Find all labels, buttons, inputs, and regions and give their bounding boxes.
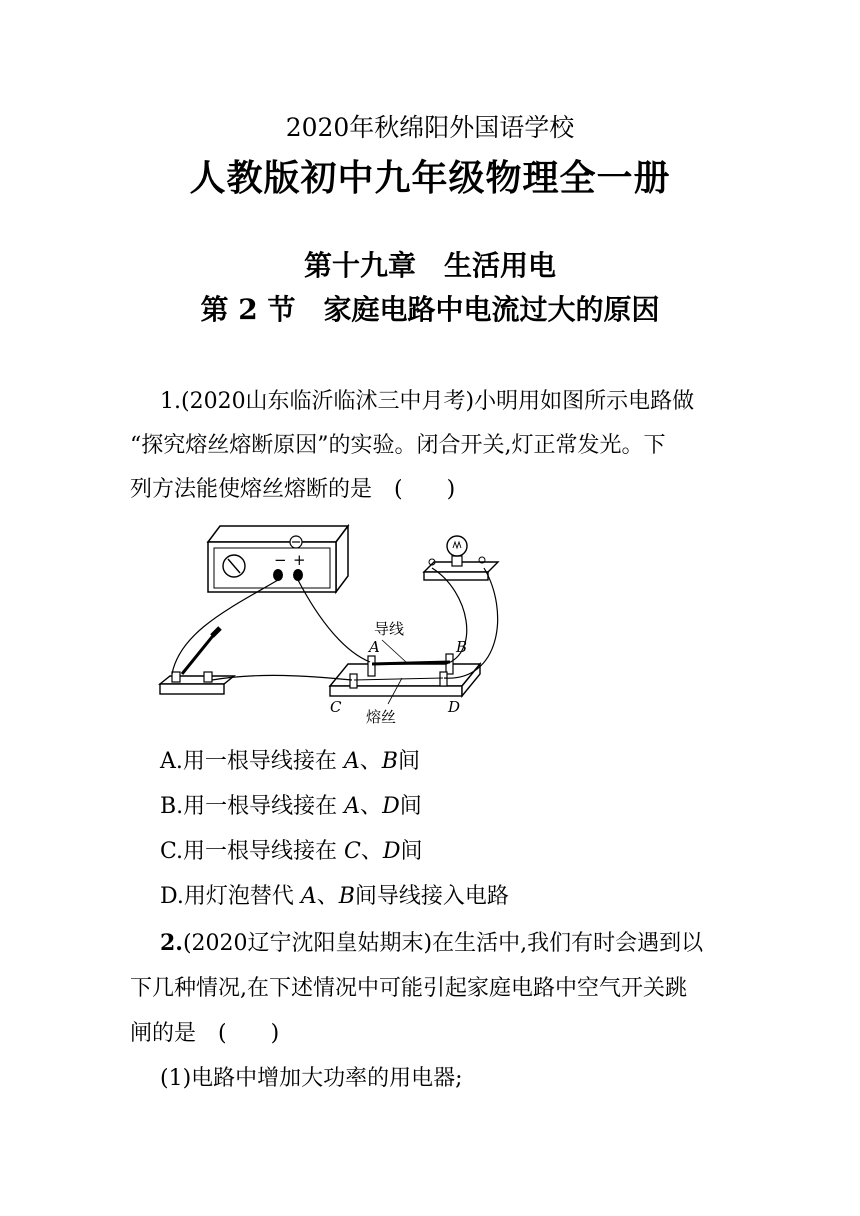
q1-option-d: [160, 879, 509, 910]
point-c: C: [330, 698, 342, 716]
point-a: A: [369, 638, 380, 656]
option-b-end: 间: [399, 794, 422, 819]
option-d-point-2: B: [338, 884, 355, 909]
q1-option-a: [160, 744, 420, 775]
option-a-sep: 、: [359, 749, 382, 774]
q2-line-2: 下几种情况,在下述情况中可能引起家庭电路中空气开关跳: [130, 976, 687, 1001]
q2-line-3: 闸的是 ( ): [130, 1021, 280, 1046]
option-b-point-2: D: [382, 794, 400, 819]
q2-item-1: (1)电路中增加大功率的用电器;: [160, 1066, 463, 1091]
option-d-point-1: A: [300, 884, 317, 909]
option-d-sep: 、: [316, 884, 339, 909]
q1-option-c: [160, 834, 423, 865]
section-title: 第 2 节 家庭电路中电流过大的原因: [200, 293, 660, 326]
option-c-end: 间: [400, 839, 423, 864]
circuit-figure: [150, 512, 510, 740]
option-c-point-2: D: [382, 839, 401, 864]
option-d-end: 间导线接入电路: [354, 884, 509, 909]
q2-line-1-text: (2020辽宁沈阳皇姑期末)在生活中,我们有时会遇到以: [182, 931, 704, 956]
q2-line-1: [160, 926, 703, 957]
option-a-point-2: B: [381, 749, 398, 774]
point-d: D: [448, 698, 461, 716]
q2-number: 2.: [160, 930, 183, 956]
point-b: B: [456, 638, 468, 656]
q1-line-3: 列方法能使熔丝熔断的是 ( ): [130, 477, 456, 502]
option-c-point-1: C: [344, 839, 361, 864]
minus-sign: −: [274, 551, 287, 569]
option-a-end: 间: [397, 749, 420, 774]
option-b-sep: 、: [360, 794, 383, 819]
option-b-text: B.用一根导线接在: [160, 794, 345, 819]
q1-line-1: 1.(2020山东临沂临沭三中月考)小明用如图所示电路做: [160, 389, 695, 414]
option-c-sep: 、: [360, 839, 383, 864]
option-d-text: D.用灯泡替代: [160, 884, 301, 909]
chapter-title: 第十九章 生活用电: [303, 249, 556, 282]
option-b-point-1: A: [344, 794, 361, 819]
option-a-text: A.用一根导线接在: [160, 749, 344, 774]
option-a-point-1: A: [343, 749, 360, 774]
power-supply: [208, 526, 348, 592]
book-title: 人教版初中九年级物理全一册: [189, 157, 671, 199]
q1-option-b: [160, 789, 422, 820]
switch: [160, 628, 234, 694]
plus-sign: +: [293, 551, 306, 569]
q1-line-2: “探究熔丝熔断原因”的实验。闭合开关,灯正常发光。下: [130, 433, 666, 458]
label-fuse: 熔丝: [366, 708, 397, 726]
option-c-text: C.用一根导线接在: [160, 839, 345, 864]
label-wire: 导线: [374, 620, 405, 638]
school-name: 2020年秋绵阳外国语学校: [285, 113, 575, 142]
